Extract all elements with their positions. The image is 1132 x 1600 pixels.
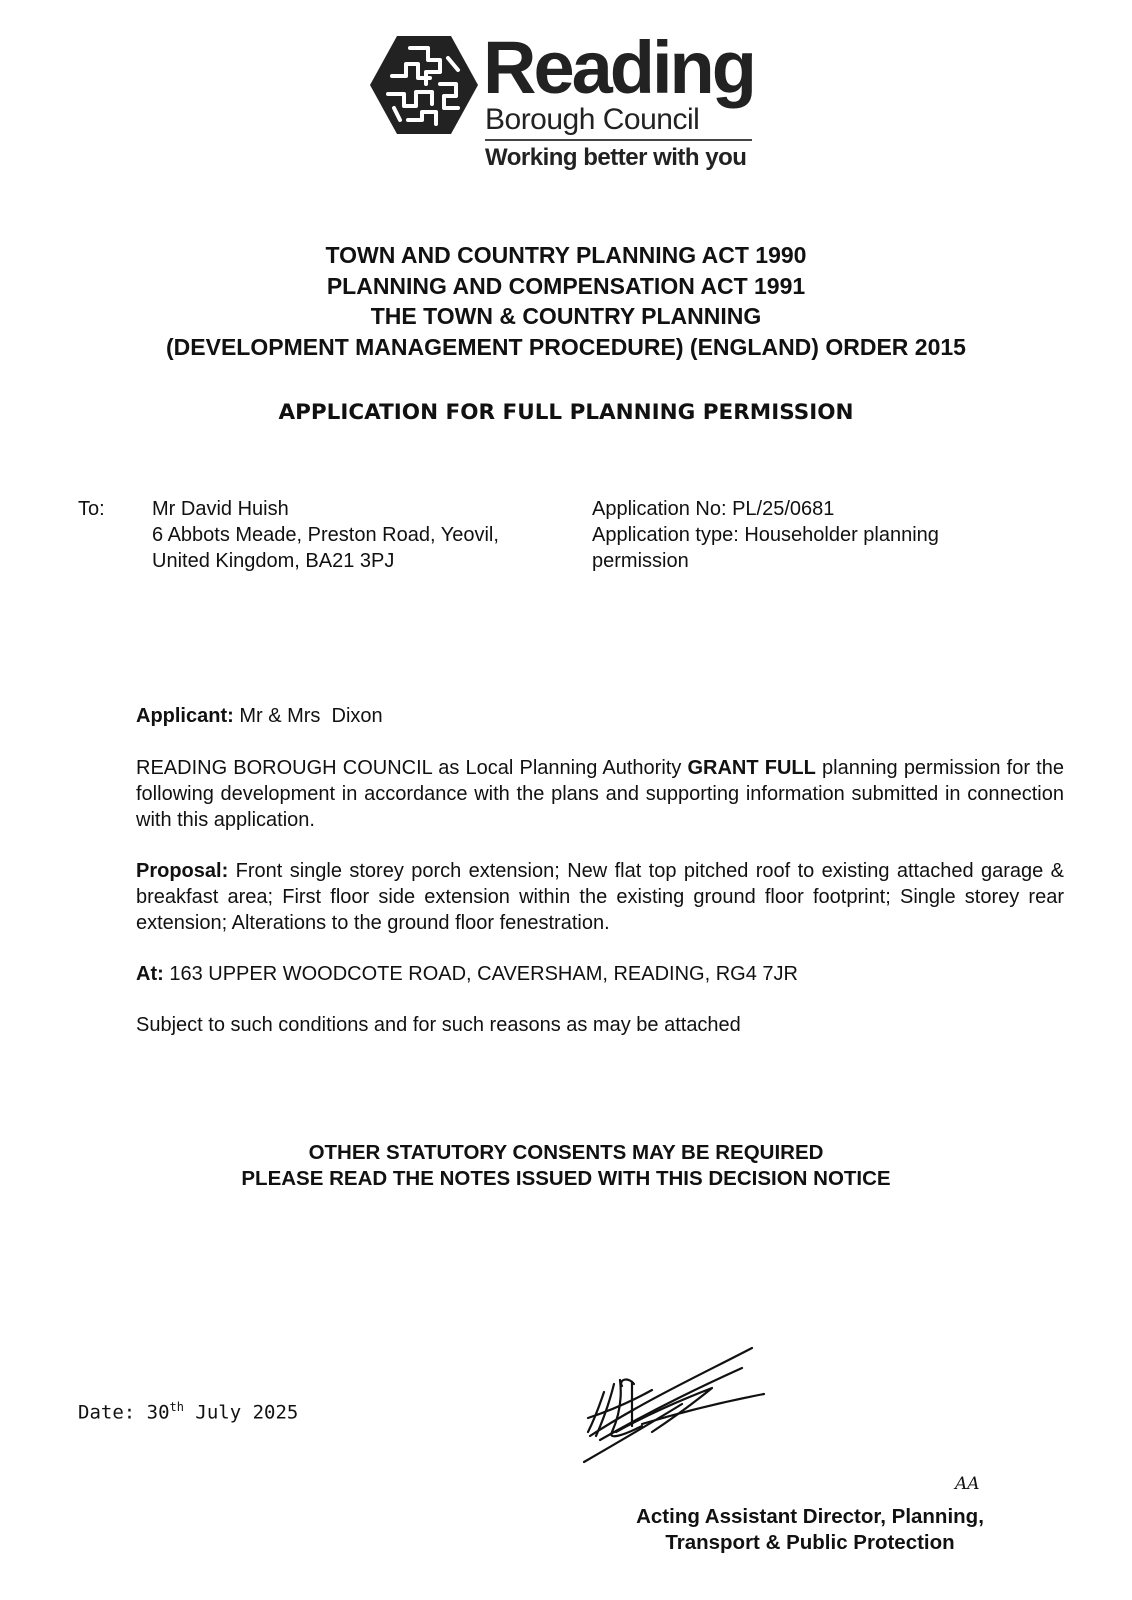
act-heading-4: (DEVELOPMENT MANAGEMENT PROCEDURE) (ENGLAND) ORDER 2015 [166,333,966,360]
signature [582,1340,792,1490]
application-type-line1: Application type: Householder planning [592,524,939,546]
grant-text-end: planning permission for the following development in accordance with the plans and supporting information submitted in connection with this application. [136,757,1064,831]
legislation-headings [0,240,1132,362]
applicant-label: Applicant: [136,705,234,727]
grant-text-start: READING BOROUGH COUNCIL as Local Planning Authority [136,757,688,779]
notes-line2: PLEASE READ THE NOTES ISSUED WITH THIS DECISION NOTICE [241,1167,891,1190]
recipient-block [152,496,572,574]
site-address-label: At: [136,963,164,985]
notes-line1: OTHER STATUTORY CONSENTS MAY BE REQUIRED [308,1141,824,1164]
decision-date [78,1394,298,1425]
act-heading-1: TOWN AND COUNTRY PLANNING ACT 1990 [325,242,807,268]
council-emblem-icon [370,36,478,134]
proposal-value: Front single storey porch extension; New flat top pitched roof to existing attached garage & breakfast area; First floor side extension within the existing ground floor footprint; Single storey rear extension; Alterations to the ground floor fenestration. [136,860,1064,934]
signatory-title [560,1504,1060,1556]
date-day: 30 [146,1401,170,1424]
grant-paragraph [136,755,1064,833]
recipient-name: Mr David Huish [152,498,289,520]
logo-name: Reading [483,26,754,109]
application-type-line2: permission [592,550,689,572]
proposal-paragraph [136,858,1064,936]
application-number: Application No: PL/25/0681 [592,498,835,520]
act-heading-2: PLANNING AND COMPENSATION ACT 1991 [326,272,806,299]
grant-decision: GRANT FULL [687,757,816,779]
applicant-value: Mr & Mrs Dixon [233,705,383,727]
to-label: To: [78,498,105,520]
logo-divider [485,139,752,141]
recipient-address-line1: 6 Abbots Meade, Preston Road, Yeovil, [152,524,499,546]
council-logo [370,28,770,178]
conditions-paragraph: Subject to such conditions and for such reasons as may be attached [136,1014,741,1036]
signatory-title-line2: Transport & Public Protection [665,1531,955,1554]
logo-subtitle: Borough Council [485,103,700,136]
application-details [592,496,1012,574]
site-address-value: 163 UPPER WOODCOTE ROAD, CAVERSHAM, READING, RG4 7JR [163,963,798,985]
date-suffix: th [169,1400,184,1414]
logo-tagline: Working better with you [485,144,747,171]
date-label: Date: [78,1401,147,1424]
proposal-label: Proposal: [136,860,229,882]
statutory-notes [0,1140,1132,1192]
date-month-year: July 2025 [183,1401,299,1424]
signatory-title-line1: Acting Assistant Director, Planning, [636,1505,984,1528]
signatory-initials: AA [955,1474,980,1494]
application-title: APPLICATION FOR FULL PLANNING PERMISSION [278,400,854,425]
recipient-address-line2: United Kingdom, BA21 3PJ [152,550,395,572]
applicant-paragraph [136,703,1064,729]
site-address-paragraph [136,961,1064,987]
act-heading-3: THE TOWN & COUNTRY PLANNING [370,303,762,329]
